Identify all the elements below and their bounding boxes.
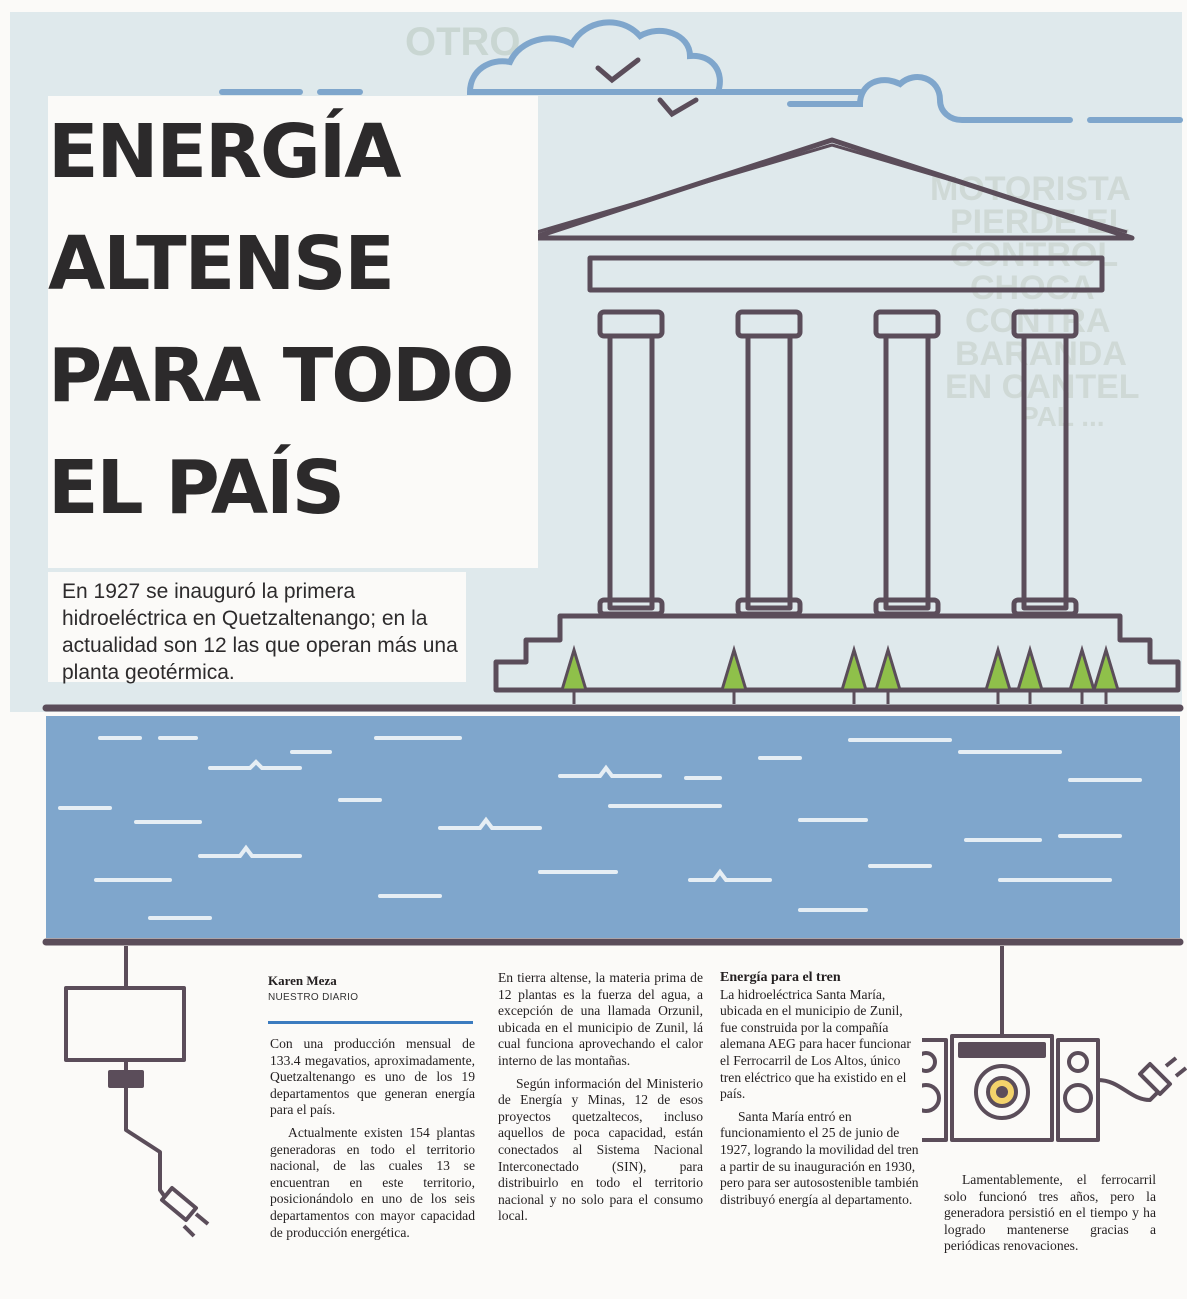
- column-2: [498, 970, 703, 1225]
- headline-line: ENERGÍA: [48, 109, 400, 195]
- river-icon: [46, 708, 1180, 942]
- column-icon: [876, 312, 938, 614]
- byline-rule: [268, 1021, 473, 1024]
- paragraph: Según información del Ministerio de Energía y Minas, 12 de esos proyectos quetzaltecos, incluso aquellos de poca capacidad, están conectados al Sistema Nacional Interconectado (SIN), para distribuirlo en todo el territorio nacional y no solo para el consumo local.: [498, 1075, 703, 1224]
- author-name: Karen Meza: [268, 973, 337, 988]
- paragraph: En tierra altense, la materia prima de 12 plantas es la fuerza del agua, a excepción de una llamada Orzunil, ubicada en el municipio de Zunil, lá cual funciona aprovechando el calor interno de las montañas.: [498, 970, 703, 1068]
- deck-text: En 1927 se inauguró la primera hidroeléctrica en Quetzaltenango; en la actualidad son 12 las que operan más una planta geotérmica.: [62, 580, 458, 684]
- ghost-line: PAL ...: [1020, 401, 1105, 432]
- ghost-line: PIERDE EL: [950, 203, 1130, 241]
- speaker-icon: [906, 946, 1186, 1140]
- paragraph: Lamentablemente, el ferrocarril solo funcionó tres años, pero la generadora persistió en el tiempo y ha logrado mantenerse gracias a periódicas renovaciones.: [944, 1172, 1156, 1254]
- column-icon: [1014, 312, 1076, 614]
- deck: [48, 572, 466, 682]
- ghost-line: CONTRA: [965, 302, 1111, 340]
- subhead: Energía para el tren: [720, 970, 841, 985]
- ghost-masthead: OTRO: [405, 20, 521, 64]
- cloud-icon: [222, 22, 860, 92]
- paragraph: Actualmente existen 154 plantas generadoras en todo el territorio nacional, de las cuales 13 se encuentran en este territorio, posicionándolo en uno de los seis departamentos con mayor capacidad de producción energética.: [270, 1124, 475, 1240]
- paragraph: Con una producción mensual de 133.4 megavatios, aproximadamente, Quetzaltenango es uno de los 19 departamentos que generan energía para el país.: [270, 1036, 475, 1118]
- ghost-line: MOTORISTA: [930, 170, 1131, 208]
- temple-icon: [496, 140, 1178, 690]
- cloud-icon: [790, 77, 1180, 120]
- outlet-name: NUESTRO DIARIO: [268, 992, 359, 1003]
- column-1: [270, 1036, 475, 1241]
- power-plug-icon: [66, 946, 208, 1236]
- headline-line: ALTENSE: [48, 221, 393, 307]
- tree-icon: [562, 650, 1118, 704]
- column-icon: [738, 312, 800, 614]
- column-icon: [600, 312, 662, 614]
- headline: [48, 96, 538, 568]
- paragraph: Santa María entró en funcionamiento el 25 de junio de 1927, logrando la movilidad del tren a partir de su inauguración en 1930, pero para ser autosostenible también distribuyó energía al departamento.: [720, 1108, 919, 1207]
- paragraph: La hidroeléctrica Santa María, ubicada en el municipio de Zunil, fue construida por la compañía alemana AEG para hacer funcionar el Ferrocarril de Los Altos, único tren eléctrico que ha existido en el país.: [720, 986, 911, 1102]
- headline-line: EL PAÍS: [48, 445, 344, 531]
- ghost-line: CHOCA: [970, 269, 1095, 307]
- byline: [268, 973, 473, 1024]
- column-3: [720, 970, 920, 1208]
- column-4: [944, 1172, 1156, 1255]
- ghost-line: BARANDA: [955, 335, 1127, 373]
- ghost-line: EN CANTEL: [945, 368, 1140, 406]
- ghost-line: CONTROL: [950, 236, 1119, 274]
- headline-line: PARA TODO: [48, 333, 513, 419]
